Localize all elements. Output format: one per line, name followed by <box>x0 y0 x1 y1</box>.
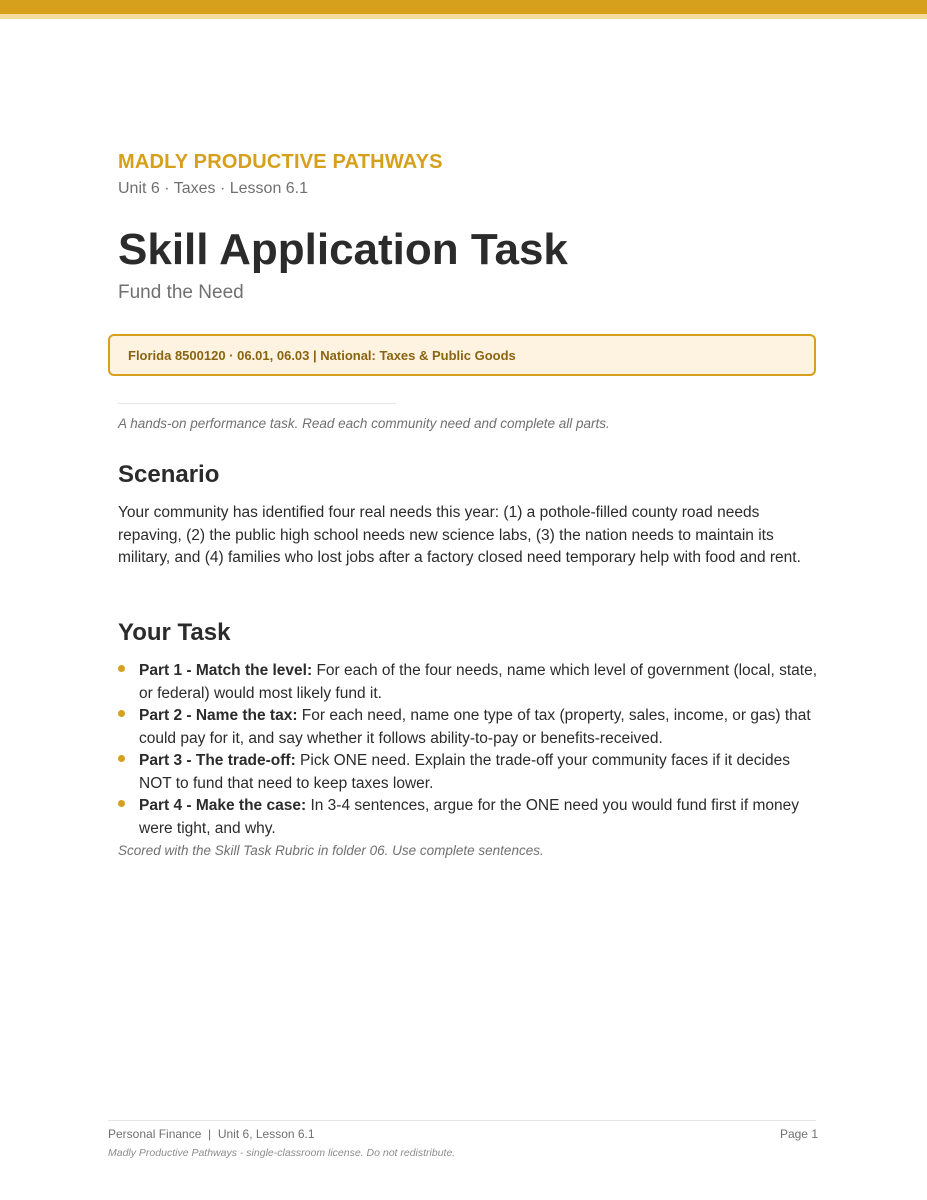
page-title: Skill Application Task <box>118 225 568 274</box>
header-accent-bar <box>0 0 927 14</box>
scenario-heading: Scenario <box>118 461 220 488</box>
task-part-text: For each need, name one type of tax (property, sales, income, or gas) that could pay for it, and say whether it follows ability-to-pay or benefits-received. <box>139 707 811 747</box>
bullet-icon <box>118 710 125 717</box>
task-part-text: For each of the four needs, name which level of government (local, state, or federal) would most likely fund it. <box>139 662 818 702</box>
page-number: Page 1 <box>779 1127 818 1141</box>
task-part-label: Part 2 - Name the tax: <box>139 707 298 724</box>
footer-course: Personal Finance | Unit 6, Lesson 6.1 <box>108 1127 315 1141</box>
header-accent-stripe <box>0 14 927 19</box>
list-item <box>118 750 818 795</box>
task-part-label: Part 3 - The trade-off: <box>139 752 296 769</box>
task-part-label: Part 1 - Match the level: <box>139 662 313 679</box>
section-divider <box>118 403 396 404</box>
page-subtitle: Fund the Need <box>118 282 244 303</box>
list-item <box>118 660 818 705</box>
intro-text: A hands-on performance task. Read each community need and complete all parts. <box>118 416 610 431</box>
brand-name: MADLY PRODUCTIVE PATHWAYS <box>118 151 443 173</box>
task-part-text: In 3-4 sentences, argue for the ONE need you would fund first if money were tight, and why. <box>139 797 799 837</box>
standards-text: Florida 8500120 · 06.01, 06.03 | National: Taxes & Public Goods <box>128 347 516 363</box>
standards-box <box>108 334 816 376</box>
bullet-icon <box>118 665 125 672</box>
scenario-text: Your community has identified four real needs this year: (1) a pothole-filled county road needs repaving, (2) the public high school needs new science labs, (3) the nation needs to maintain its military, and (4) families who lost jobs after a factory closed need temporary help with food and rent. <box>118 504 801 566</box>
task-list <box>118 660 818 840</box>
scoring-note: Scored with the Skill Task Rubric in folder 06. Use complete sentences. <box>118 843 544 858</box>
footer-divider <box>108 1120 816 1121</box>
bullet-icon <box>118 800 125 807</box>
list-item <box>118 705 818 750</box>
bullet-icon <box>118 755 125 762</box>
task-part-text: Pick ONE need. Explain the trade-off your community faces if it decides NOT to fund that need to keep taxes lower. <box>139 752 790 792</box>
task-heading: Your Task <box>118 619 231 646</box>
document-header <box>118 148 818 306</box>
breadcrumb: Unit 6 · Taxes · Lesson 6.1 <box>118 180 309 197</box>
license-notice: Madly Productive Pathways - single-classroom license. Do not redistribute. <box>108 1147 456 1159</box>
list-item <box>118 795 818 840</box>
task-part-label: Part 4 - Make the case: <box>139 797 307 814</box>
